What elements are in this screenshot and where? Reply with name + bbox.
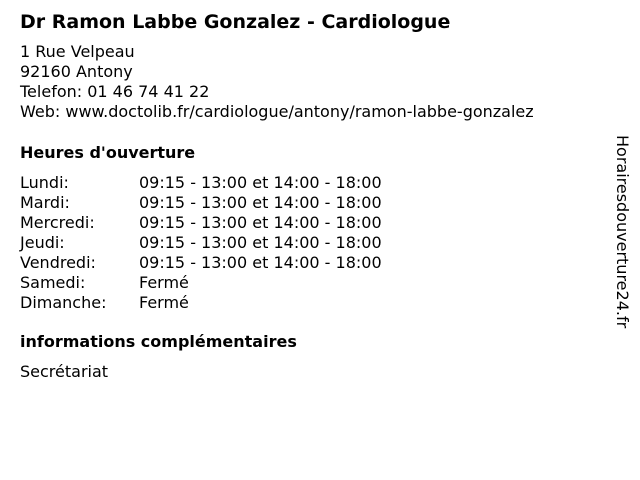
time-value: 09:15 - 13:00 et 14:00 - 18:00 <box>139 193 382 212</box>
hours-row-friday <box>20 253 610 273</box>
day-label: Dimanche: <box>20 293 107 312</box>
time-value: Fermé <box>139 293 189 312</box>
city-postcode: 92160 Antony <box>20 62 133 81</box>
page-title: Dr Ramon Labbe Gonzalez - Cardiologue <box>20 11 451 33</box>
time-value: 09:15 - 13:00 et 14:00 - 18:00 <box>139 213 382 232</box>
time-value: Fermé <box>139 273 189 292</box>
time-value: 09:15 - 13:00 et 14:00 - 18:00 <box>139 253 382 272</box>
additional-info-item: Secrétariat <box>20 362 109 381</box>
hours-row-thursday <box>20 233 610 253</box>
day-label: Mardi: <box>20 193 70 212</box>
time-value: 09:15 - 13:00 et 14:00 - 18:00 <box>139 173 382 192</box>
address-block <box>20 42 610 122</box>
hours-row-sunday <box>20 293 610 313</box>
street-address: 1 Rue Velpeau <box>20 42 135 61</box>
day-label: Vendredi: <box>20 253 96 272</box>
site-watermark: Horairesdouverture24.fr <box>613 135 632 329</box>
phone-number: Telefon: 01 46 74 41 22 <box>20 82 210 101</box>
opening-hours-table <box>20 173 610 313</box>
hours-row-tuesday <box>20 193 610 213</box>
opening-hours-heading: Heures d'ouverture <box>20 143 196 162</box>
hours-row-monday <box>20 173 610 193</box>
day-label: Samedi: <box>20 273 86 292</box>
day-label: Jeudi: <box>20 233 65 252</box>
hours-row-saturday <box>20 273 610 293</box>
time-value: 09:15 - 13:00 et 14:00 - 18:00 <box>139 233 382 252</box>
hours-row-wednesday <box>20 213 610 233</box>
additional-info-heading: informations complémentaires <box>20 332 297 351</box>
day-label: Mercredi: <box>20 213 95 232</box>
main-content <box>20 8 610 382</box>
day-label: Lundi: <box>20 173 69 192</box>
website-link: Web: www.doctolib.fr/cardiologue/antony/ramon-labbe-gonzalez <box>20 102 534 121</box>
